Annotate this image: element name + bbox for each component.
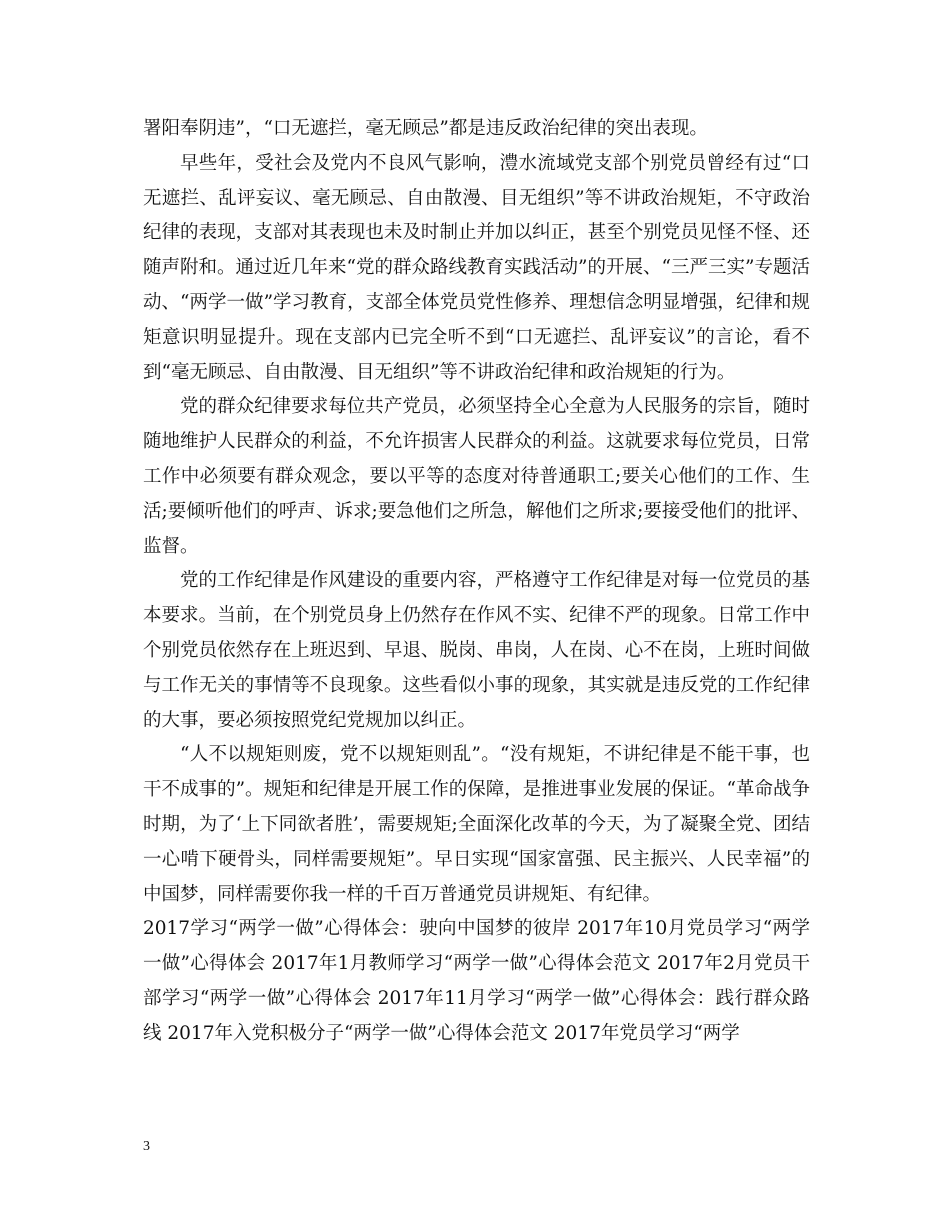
paragraph-rules-and-discipline: “人不以规矩则废，党不以规矩则乱”。“没有规矩，不讲纪律是不能干事，也干不成事的”。规矩和纪律是开展工作的保障，是推进事业发展的保证。“革命战争时期，为了‘上下同欲者胜’，需要规矩;全面深化改革的今天，为了凝聚全党、团结一心啃下硬骨头，同样需要规矩”。早日实现“国家富强、民主振兴、人民幸福”的中国梦，同样需要你我一样的千百万普通党员讲规矩、有纪律。 [143,744,810,905]
paragraph-work-discipline: 党的工作纪律是作风建设的重要内容，严格遵守工作纪律是对每一位党员的基本要求。当前，在个别党员身上仍然存在作风不实、纪律不严的现象。日常工作中个别党员依然存在上班迟到、早退、脱岗、串岗，人在岗、心不在岗，上班时间做与工作无关的事情等不良现象。这些看似小事的现象，其实就是违反党的工作纪律的大事，要必须按照党纪党规加以纠正。 [143,570,810,731]
paragraph-mass-discipline: 党的群众纪律要求每位共产党员，必须坚持全心全意为人民服务的宗旨，随时随地维护人民群众的利益，不允许损害人民群众的利益。这就要求每位党员，日常工作中必须要有群众观念，要以平等的态度对待普通职工;要关心他们的工作、生活;要倾听他们的呼声、诉求;要急他们之所急，解他们之所求;要接受他们的批评、监督。 [143,396,810,557]
paragraph-political-rules: 早些年，受社会及党内不良风气影响，澧水流域党支部个别党员曾经有过“口无遮拦、乱评妄议、毫无顾忌、自由散漫、目无组织”等不讲政治规矩，不守政治纪律的表现，支部对其表现也未及时制止并加以纠正，甚至个别党员见怪不怪、还随声附和。通过近几年来“党的群众路线教育实践活动”的开展、“三严三实”专题活动、“两学一做”学习教育，支部全体党员党性修养、理想信念明显增强，纪律和规矩意识明显提升。现在支部内已完全听不到“口无遮拦、乱评妄议”的言论，看不到“毫无顾忌、自由散漫、目无组织”等不讲政治纪律和政治规矩的行为。 [143,152,810,383]
document-page [143,112,810,1052]
paragraph-related-articles: 2017学习“两学一做”心得体会：驶向中国梦的彼岸 2017年10月党员学习“两学一做”心得体会 2017年1月教师学习“两学一做”心得体会范文 2017年2月党员干部学习“两学一做”心得体会 2017年11月学习“两学一做”心得体会：践行群众路线 2017年入党积极分子“两学一做”心得体会范文 2017年党员学习“两学 [143,918,810,1044]
paragraph-continuation: 署阳奉阴违”，“口无遮拦，毫无顾忌”都是违反政治纪律的突出表现。 [143,118,708,139]
page-number: 3 [143,1139,150,1154]
